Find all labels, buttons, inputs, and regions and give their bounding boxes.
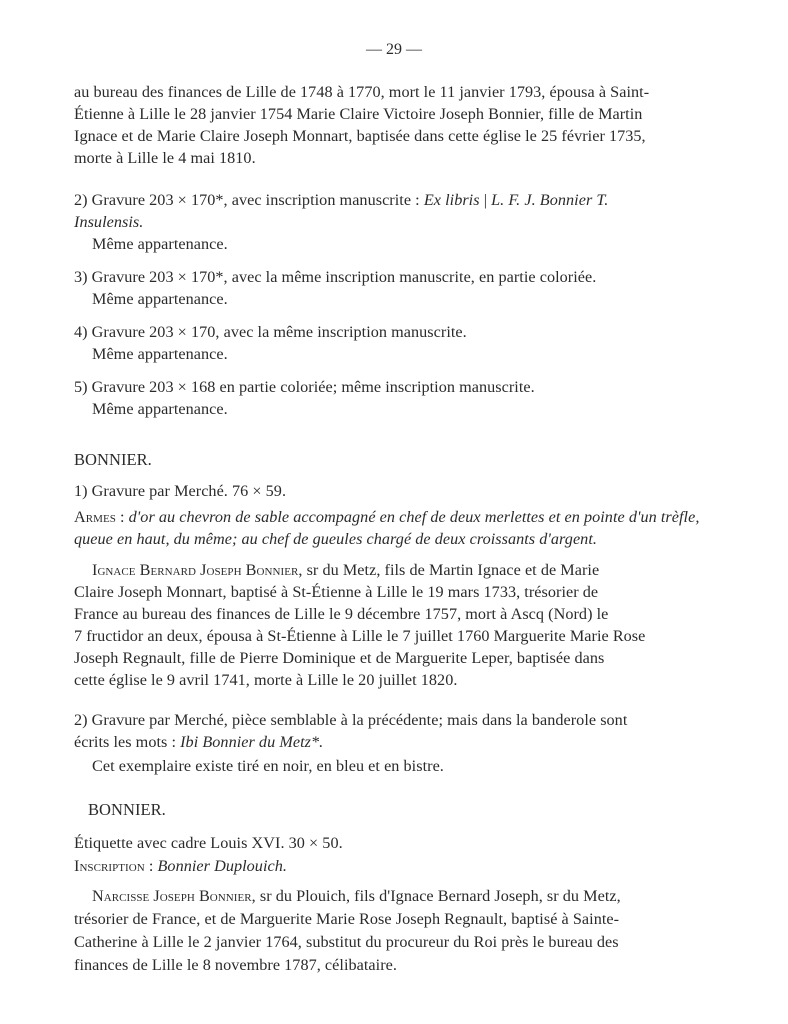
text-span: écrits les mots :: [74, 733, 181, 751]
text-line: finances de Lille le 8 novembre 1787, célibataire.: [74, 956, 397, 974]
text-line: Cet exemplaire existe tiré en noir, en bleu et en bistre.: [92, 757, 444, 775]
inscription-line: [74, 856, 287, 876]
text-line: trésorier de France, et de Marguerite Marie Rose Joseph Regnault, baptisé à Sainte-: [74, 910, 620, 928]
name-span: Narcisse Joseph Bonnier: [92, 887, 252, 905]
text-span: , sr du Plouich, fils d'Ignace Bernard Joseph, sr du Metz,: [251, 887, 621, 905]
text-line: 3) Gravure 203 × 170*, avec la même inscription manuscrite, en partie coloriée.: [74, 268, 597, 286]
text-span: , sr du Metz, fils de Martin Ignace et de Marie: [298, 561, 600, 579]
text-line: [74, 732, 323, 752]
text-span: :: [115, 508, 129, 526]
text-line: [74, 529, 597, 549]
text-line: 7 fructidor an deux, épousa à St-Étienne à Lille le 7 juillet 1760 Marguerite Marie Rose: [74, 627, 646, 645]
text-line: au bureau des finances de Lille de 1748 à 1770, mort le 11 janvier 1793, épousa à Saint-: [74, 83, 650, 101]
text-line: 2) Gravure par Merché, pièce semblable à la précédente; mais dans la banderole sont: [74, 711, 628, 729]
text-line: Claire Joseph Monnart, baptisé à St-Étienne à Lille le 19 mars 1733, trésorier de: [74, 583, 599, 601]
section-heading: BONNIER.: [74, 450, 152, 469]
text-span: :: [144, 857, 158, 875]
text-line: morte à Lille le 4 mai 1810.: [74, 149, 256, 167]
text-line: Même appartenance.: [92, 235, 228, 253]
italic-span: Bonnier Duplouich.: [157, 857, 287, 875]
arms-line: [74, 507, 699, 527]
text-line: Même appartenance.: [92, 290, 228, 308]
text-line: cette église le 9 avril 1741, morte à Lille le 20 juillet 1820.: [74, 671, 458, 689]
text-span: 2) Gravure 203 × 170*, avec inscription manuscrite :: [74, 191, 424, 209]
italic-span: queue en haut, du même; au chef de gueules chargé de deux croissants d'argent.: [74, 530, 597, 548]
text-line: Étienne à Lille le 28 janvier 1754 Marie Claire Victoire Joseph Bonnier, fille de Martin: [74, 105, 643, 123]
text-line: [92, 560, 599, 580]
label-span: Inscription: [74, 857, 145, 875]
label-span: Armes: [74, 508, 116, 526]
text-line: [92, 886, 621, 906]
text-line: Catherine à Lille le 2 janvier 1764, substitut du procureur du Roi près le bureau des: [74, 933, 619, 951]
text-line: 4) Gravure 203 × 170, avec la même inscription manuscrite.: [74, 323, 467, 341]
entry-2-line: [74, 190, 608, 210]
text-line: Même appartenance.: [92, 400, 228, 418]
text-line: Joseph Regnault, fille de Pierre Dominique et de Marguerite Leper, baptisée dans: [74, 649, 605, 667]
separator: |: [479, 191, 492, 209]
italic-span: L. F. J. Bonnier T.: [491, 191, 609, 209]
italic-span: Insulensis.: [74, 213, 144, 231]
name-span: Ignace Bernard Joseph Bonnier: [92, 561, 299, 579]
text-line: Ignace et de Marie Claire Joseph Monnart, baptisée dans cette église le 25 février 1735,: [74, 127, 646, 145]
text-line: Étiquette avec cadre Louis XVI. 30 × 50.: [74, 834, 343, 852]
italic-span: Ibi Bonnier du Metz*.: [180, 733, 324, 751]
italic-span: d'or au chevron de sable accompagné en chef de deux merlettes et en pointe d'un trèfle,: [128, 508, 700, 526]
text-line: France au bureau des finances de Lille le 9 décembre 1757, mort à Ascq (Nord) le: [74, 605, 609, 623]
text-line: 5) Gravure 203 × 168 en partie coloriée; même inscription manuscrite.: [74, 378, 535, 396]
section-heading: BONNIER.: [88, 800, 166, 819]
text-line: [74, 212, 143, 232]
page-number: — 29 —: [366, 41, 422, 58]
italic-span: Ex libris: [423, 191, 480, 209]
text-line: 1) Gravure par Merché. 76 × 59.: [74, 482, 287, 500]
text-line: Même appartenance.: [92, 345, 228, 363]
